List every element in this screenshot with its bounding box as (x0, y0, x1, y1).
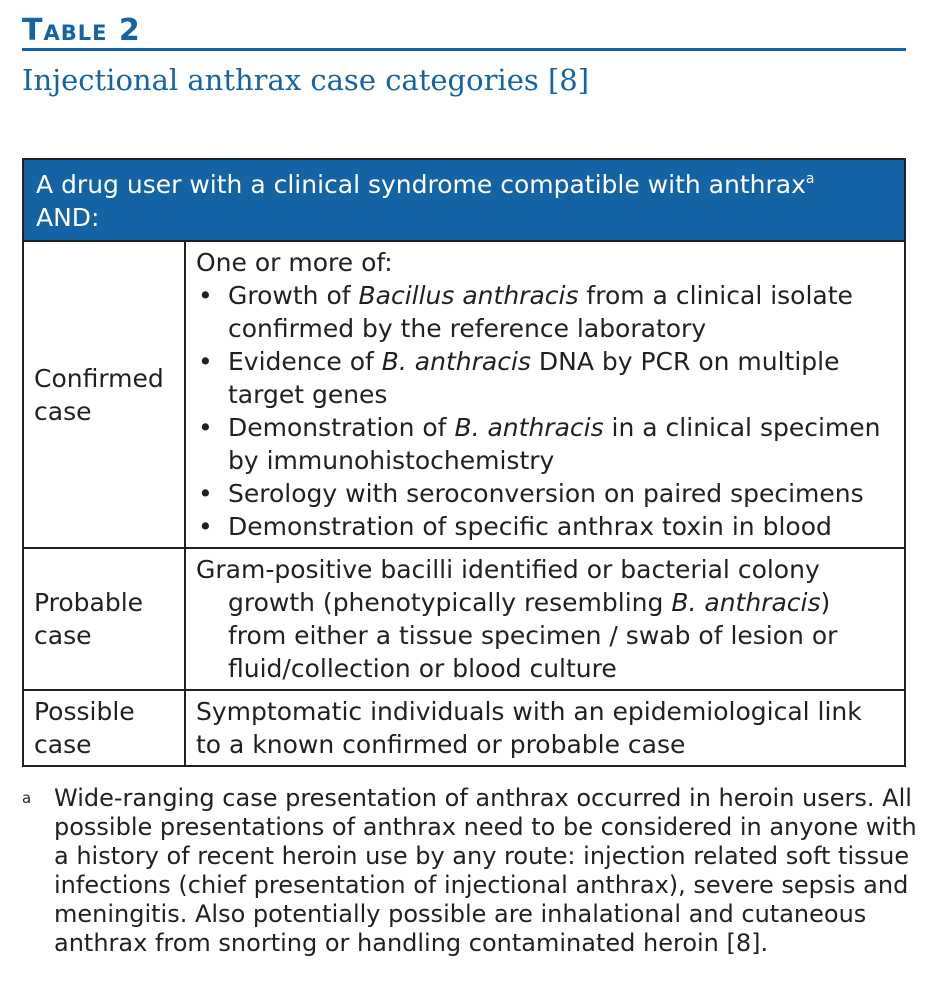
criteria-text: Symptomatic individuals with an epidemiological link to a known confirmed or probable case (196, 697, 862, 759)
header-text-and: AND: (36, 203, 100, 232)
table-label: Table 2 (22, 13, 141, 48)
category-label: Possible (34, 697, 135, 726)
organism-name: B. anthracis (454, 413, 604, 442)
organism-name: Bacillus anthracis (358, 281, 579, 310)
header-text: A drug user with a clinical syndrome compatible with anthrax (36, 170, 806, 199)
criteria-text: Demonstration of (228, 413, 455, 442)
category-cell-probable (23, 548, 185, 690)
criteria-list (196, 279, 894, 543)
title-rule (22, 48, 906, 51)
list-item (196, 345, 894, 411)
list-item (196, 279, 894, 345)
table-header-cell (23, 159, 905, 241)
category-label: case (34, 621, 92, 650)
table-row-probable (23, 548, 905, 690)
table-footnote (22, 784, 922, 958)
criteria-cell-confirmed (185, 241, 905, 548)
criteria-text: in a clinical specimen by immunohistochemistry (228, 413, 881, 475)
criteria-text (196, 553, 894, 685)
list-item (196, 477, 894, 510)
footnote-text: Wide-ranging case presentation of anthrax occurred in heroin users. All possible presentations of anthrax need to be considered in anyone with a history of recent heroin use by any route: injection related soft tissue infections (chief presentation of injectional anthrax), severe sepsis and meningitis. Also potentially possible are inhalational and cutaneous anthrax from snorting or handling contaminated heroin [8]. (54, 784, 917, 957)
organism-name: B. anthracis (381, 347, 531, 376)
criteria-cell-possible (185, 690, 905, 766)
criteria-text: Evidence of (228, 347, 382, 376)
category-label: case (34, 730, 92, 759)
category-cell-possible (23, 690, 185, 766)
criteria-text: Demonstration of specific anthrax toxin in blood (228, 512, 832, 541)
criteria-cell-probable (185, 548, 905, 690)
category-label: case (34, 396, 92, 426)
footnote-mark: a (22, 789, 32, 807)
case-categories-table (22, 158, 906, 767)
category-label: Probable (34, 588, 144, 617)
table-row-confirmed (23, 241, 905, 548)
list-item (196, 411, 894, 477)
category-label: Confirmed (34, 363, 164, 393)
header-footnote-mark: a (805, 171, 815, 187)
list-item (196, 510, 894, 543)
criteria-text: DNA by PCR on multiple target genes (228, 347, 840, 409)
criteria-intro: One or more of: (196, 248, 393, 277)
table-row-possible (23, 690, 905, 766)
table-title: Injectional anthrax case categories [8] (22, 63, 590, 97)
category-cell-confirmed (23, 241, 185, 548)
criteria-text: from a clinical isolate confirmed by the reference laboratory (228, 281, 853, 343)
table-header-row (23, 159, 905, 241)
organism-name: B. anthracis (671, 588, 821, 617)
criteria-text: Growth of (228, 281, 359, 310)
criteria-text-part: Gram-positive bacilli identified or bacterial colony growth (phenotypically resembling (196, 555, 820, 617)
criteria-text: Serology with seroconversion on paired specimens (228, 479, 864, 508)
criteria-text-part: ) from either a tissue specimen / swab of lesion or fluid/collection or blood culture (228, 588, 838, 683)
